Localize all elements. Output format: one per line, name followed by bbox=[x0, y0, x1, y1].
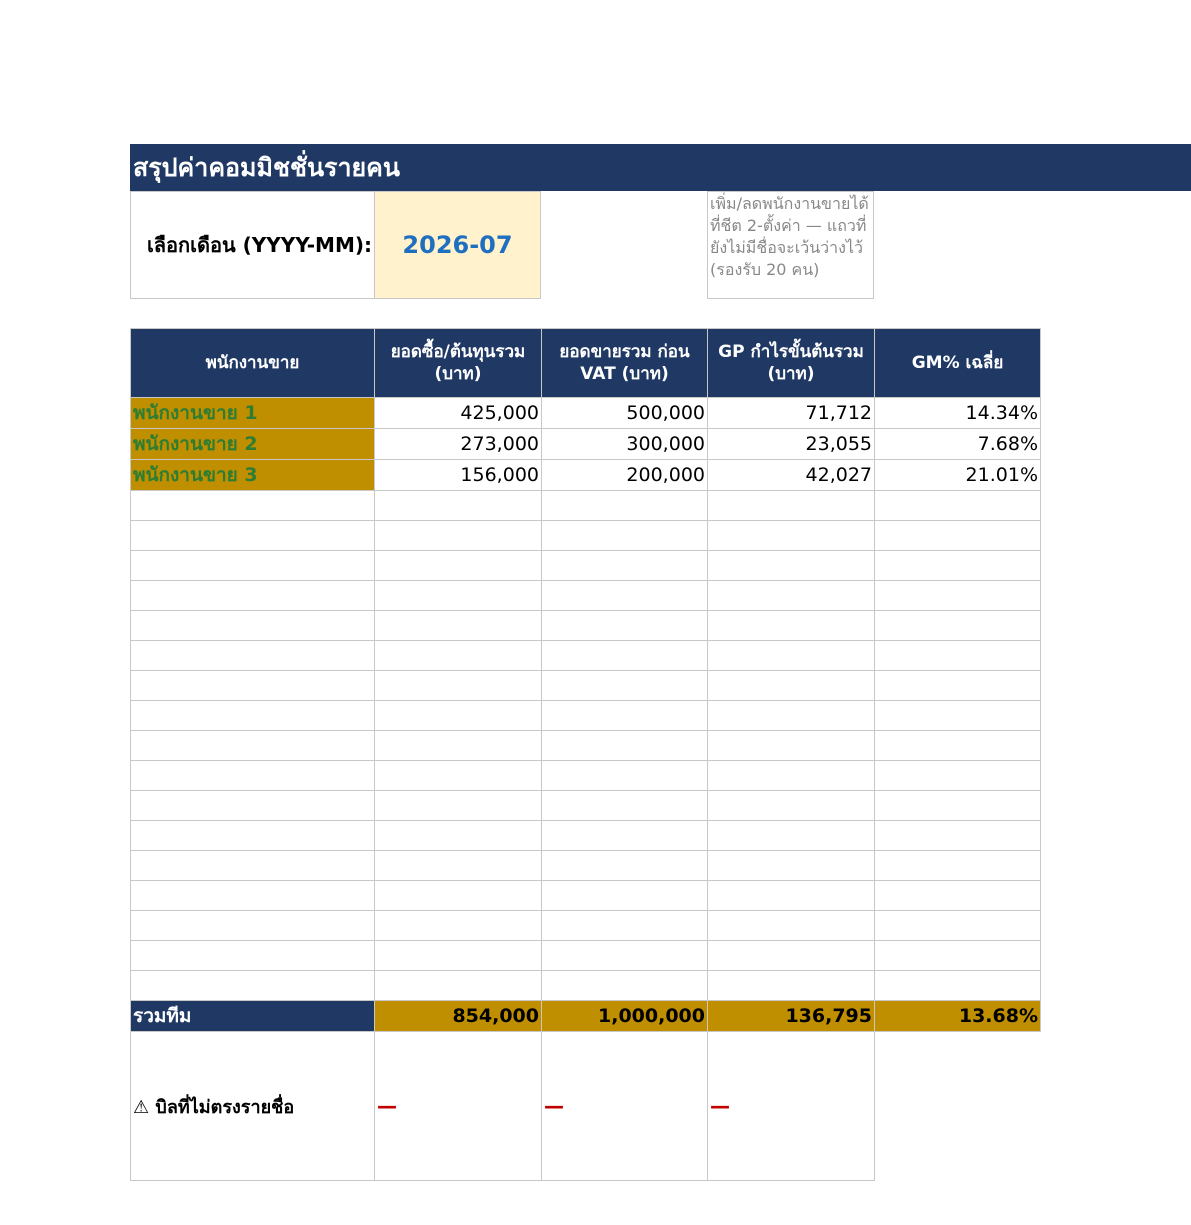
empty-table-row bbox=[131, 791, 1041, 821]
empty-table-row bbox=[131, 911, 1041, 941]
empty-cell[interactable] bbox=[875, 971, 1041, 1001]
empty-table-row bbox=[131, 821, 1041, 851]
sales-cell[interactable]: 300,000 bbox=[542, 429, 708, 460]
empty-cell[interactable] bbox=[375, 881, 542, 911]
empty-cell[interactable] bbox=[542, 911, 708, 941]
unmatched-sales-cell[interactable]: — bbox=[542, 1032, 708, 1181]
empty-cell[interactable] bbox=[542, 731, 708, 761]
empty-cell[interactable] bbox=[875, 821, 1041, 851]
empty-table-row bbox=[131, 971, 1041, 1001]
unmatched-bills-label[interactable]: ⚠ บิลที่ไม่ตรงรายชื่อ bbox=[131, 1032, 375, 1181]
empty-cell[interactable] bbox=[375, 521, 542, 551]
empty-cell[interactable] bbox=[131, 701, 375, 731]
empty-cell[interactable] bbox=[131, 731, 375, 761]
empty-cell[interactable] bbox=[708, 941, 875, 971]
empty-cell[interactable] bbox=[542, 581, 708, 611]
month-input[interactable]: 2026-07 bbox=[374, 191, 541, 299]
sales-cell[interactable]: 200,000 bbox=[542, 460, 708, 491]
empty-cell[interactable] bbox=[375, 761, 542, 791]
empty-cell[interactable] bbox=[375, 941, 542, 971]
empty-cell[interactable] bbox=[131, 941, 375, 971]
empty-table-row bbox=[131, 731, 1041, 761]
empty-cell[interactable] bbox=[131, 761, 375, 791]
total-sales-cell[interactable]: 1,000,000 bbox=[542, 1001, 708, 1032]
cost-cell[interactable]: 273,000 bbox=[375, 429, 542, 460]
empty-cell[interactable] bbox=[375, 731, 542, 761]
empty-cell[interactable] bbox=[375, 581, 542, 611]
total-gp-cell[interactable]: 136,795 bbox=[708, 1001, 875, 1032]
gp-cell[interactable]: 42,027 bbox=[708, 460, 875, 491]
empty-cell[interactable] bbox=[875, 731, 1041, 761]
empty-cell[interactable] bbox=[542, 971, 708, 1001]
cost-cell[interactable]: 156,000 bbox=[375, 460, 542, 491]
empty-cell[interactable] bbox=[875, 791, 1041, 821]
gm-cell[interactable]: 7.68% bbox=[875, 429, 1041, 460]
empty-cell[interactable] bbox=[875, 641, 1041, 671]
table-row bbox=[131, 429, 1041, 460]
cost-cell[interactable]: 425,000 bbox=[375, 398, 542, 429]
empty-cell[interactable] bbox=[542, 791, 708, 821]
empty-cell[interactable] bbox=[708, 641, 875, 671]
empty-cell[interactable] bbox=[542, 881, 708, 911]
empty-cell[interactable] bbox=[131, 551, 375, 581]
empty-table-row bbox=[131, 881, 1041, 911]
salesperson-name[interactable]: พนักงานขาย 2 bbox=[131, 429, 375, 460]
empty-cell[interactable] bbox=[131, 881, 375, 911]
empty-table-row bbox=[131, 701, 1041, 731]
unmatched-cost-cell[interactable]: — bbox=[375, 1032, 542, 1181]
empty-table-row bbox=[131, 851, 1041, 881]
empty-cell[interactable] bbox=[708, 971, 875, 1001]
total-gm-cell[interactable]: 13.68% bbox=[875, 1001, 1041, 1032]
table-row bbox=[131, 398, 1041, 429]
unmatched-gp-cell[interactable]: — bbox=[708, 1032, 875, 1181]
empty-table-row bbox=[131, 521, 1041, 551]
gp-cell[interactable]: 23,055 bbox=[708, 429, 875, 460]
empty-cell[interactable] bbox=[131, 791, 375, 821]
empty-cell[interactable] bbox=[708, 611, 875, 641]
empty-cell[interactable] bbox=[375, 701, 542, 731]
empty-cell[interactable] bbox=[875, 851, 1041, 881]
table-row bbox=[131, 460, 1041, 491]
empty-table-row bbox=[131, 551, 1041, 581]
empty-cell[interactable] bbox=[375, 611, 542, 641]
empty-cell[interactable] bbox=[375, 551, 542, 581]
gm-cell[interactable]: 14.34% bbox=[875, 398, 1041, 429]
header-row bbox=[131, 329, 1041, 398]
empty-table-row bbox=[131, 671, 1041, 701]
empty-cell[interactable] bbox=[131, 641, 375, 671]
empty-cell[interactable] bbox=[875, 581, 1041, 611]
empty-cell[interactable] bbox=[542, 611, 708, 641]
empty-cell[interactable] bbox=[875, 611, 1041, 641]
empty-cell[interactable] bbox=[708, 521, 875, 551]
empty-table-row bbox=[131, 941, 1041, 971]
empty-table-row bbox=[131, 641, 1041, 671]
empty-cell[interactable] bbox=[708, 491, 875, 521]
empty-cell[interactable] bbox=[131, 821, 375, 851]
empty-cell[interactable] bbox=[875, 671, 1041, 701]
empty-cell[interactable] bbox=[542, 491, 708, 521]
empty-cell[interactable] bbox=[131, 911, 375, 941]
empty-table-row bbox=[131, 581, 1041, 611]
total-cost-cell[interactable]: 854,000 bbox=[375, 1001, 542, 1032]
empty-table-row bbox=[131, 761, 1041, 791]
empty-cell[interactable] bbox=[708, 701, 875, 731]
page-title: สรุปค่าคอมมิชชั่นรายคน bbox=[130, 144, 1191, 191]
empty-table-row bbox=[131, 611, 1041, 641]
empty-cell[interactable] bbox=[375, 641, 542, 671]
empty-cell[interactable] bbox=[708, 761, 875, 791]
empty-cell[interactable] bbox=[708, 821, 875, 851]
empty-cell[interactable] bbox=[131, 611, 375, 641]
staff-note: เพิ่ม/ลดพนักงานขายได้ที่ชีต 2-ตั้งค่า — แถวที่ยังไม่มีชื่อจะเว้นว่างไว้ (รองรับ 20 คน) bbox=[707, 191, 874, 299]
empty-cell[interactable] bbox=[875, 941, 1041, 971]
empty-cell[interactable] bbox=[375, 821, 542, 851]
empty-cell[interactable] bbox=[708, 551, 875, 581]
empty-cell[interactable] bbox=[542, 551, 708, 581]
empty-cell[interactable] bbox=[708, 881, 875, 911]
empty-cell[interactable] bbox=[131, 671, 375, 701]
header-salesperson: พนักงานขาย bbox=[131, 329, 375, 398]
commission-summary-table bbox=[130, 328, 1041, 1181]
empty-cell[interactable] bbox=[375, 491, 542, 521]
unmatched-bills-row bbox=[131, 1032, 1041, 1181]
header-cost: ยอดซื้อ/ต้นทุนรวม (บาท) bbox=[375, 329, 542, 398]
unmatched-gm-cell bbox=[875, 1032, 1041, 1181]
header-gp: GP กำไรขั้นต้นรวม (บาท) bbox=[708, 329, 875, 398]
gm-cell[interactable]: 21.01% bbox=[875, 460, 1041, 491]
empty-cell[interactable] bbox=[708, 851, 875, 881]
empty-cell[interactable] bbox=[875, 881, 1041, 911]
empty-cell[interactable] bbox=[131, 491, 375, 521]
empty-cell[interactable] bbox=[375, 671, 542, 701]
salesperson-name[interactable]: พนักงานขาย 3 bbox=[131, 460, 375, 491]
header-gm: GM% เฉลี่ย bbox=[875, 329, 1041, 398]
empty-cell[interactable] bbox=[542, 761, 708, 791]
empty-cell[interactable] bbox=[542, 821, 708, 851]
empty-cell[interactable] bbox=[542, 941, 708, 971]
empty-cell[interactable] bbox=[875, 521, 1041, 551]
empty-cell[interactable] bbox=[131, 851, 375, 881]
empty-cell[interactable] bbox=[375, 971, 542, 1001]
empty-cell[interactable] bbox=[542, 521, 708, 551]
empty-cell[interactable] bbox=[875, 761, 1041, 791]
sales-cell[interactable]: 500,000 bbox=[542, 398, 708, 429]
salesperson-name[interactable]: พนักงานขาย 1 bbox=[131, 398, 375, 429]
empty-cell[interactable] bbox=[875, 491, 1041, 521]
empty-cell[interactable] bbox=[375, 791, 542, 821]
empty-table-row bbox=[131, 491, 1041, 521]
empty-cell[interactable] bbox=[708, 791, 875, 821]
empty-cell[interactable] bbox=[875, 911, 1041, 941]
empty-cell[interactable] bbox=[131, 581, 375, 611]
empty-cell[interactable] bbox=[542, 671, 708, 701]
empty-cell[interactable] bbox=[708, 731, 875, 761]
empty-cell[interactable] bbox=[875, 551, 1041, 581]
month-selector-label: เลือกเดือน (YYYY-MM): bbox=[130, 191, 375, 299]
empty-cell[interactable] bbox=[708, 671, 875, 701]
team-total-row bbox=[131, 1001, 1041, 1032]
team-total-label[interactable]: รวมทีม bbox=[131, 1001, 375, 1032]
empty-cell[interactable] bbox=[542, 851, 708, 881]
empty-cell[interactable] bbox=[542, 641, 708, 671]
empty-cell[interactable] bbox=[542, 701, 708, 731]
empty-cell[interactable] bbox=[708, 581, 875, 611]
empty-cell[interactable] bbox=[708, 911, 875, 941]
empty-cell[interactable] bbox=[375, 911, 542, 941]
empty-cell[interactable] bbox=[131, 971, 375, 1001]
empty-cell[interactable] bbox=[375, 851, 542, 881]
empty-cell[interactable] bbox=[875, 701, 1041, 731]
gp-cell[interactable]: 71,712 bbox=[708, 398, 875, 429]
empty-cell[interactable] bbox=[131, 521, 375, 551]
header-sales: ยอดขายรวม ก่อน VAT (บาท) bbox=[542, 329, 708, 398]
